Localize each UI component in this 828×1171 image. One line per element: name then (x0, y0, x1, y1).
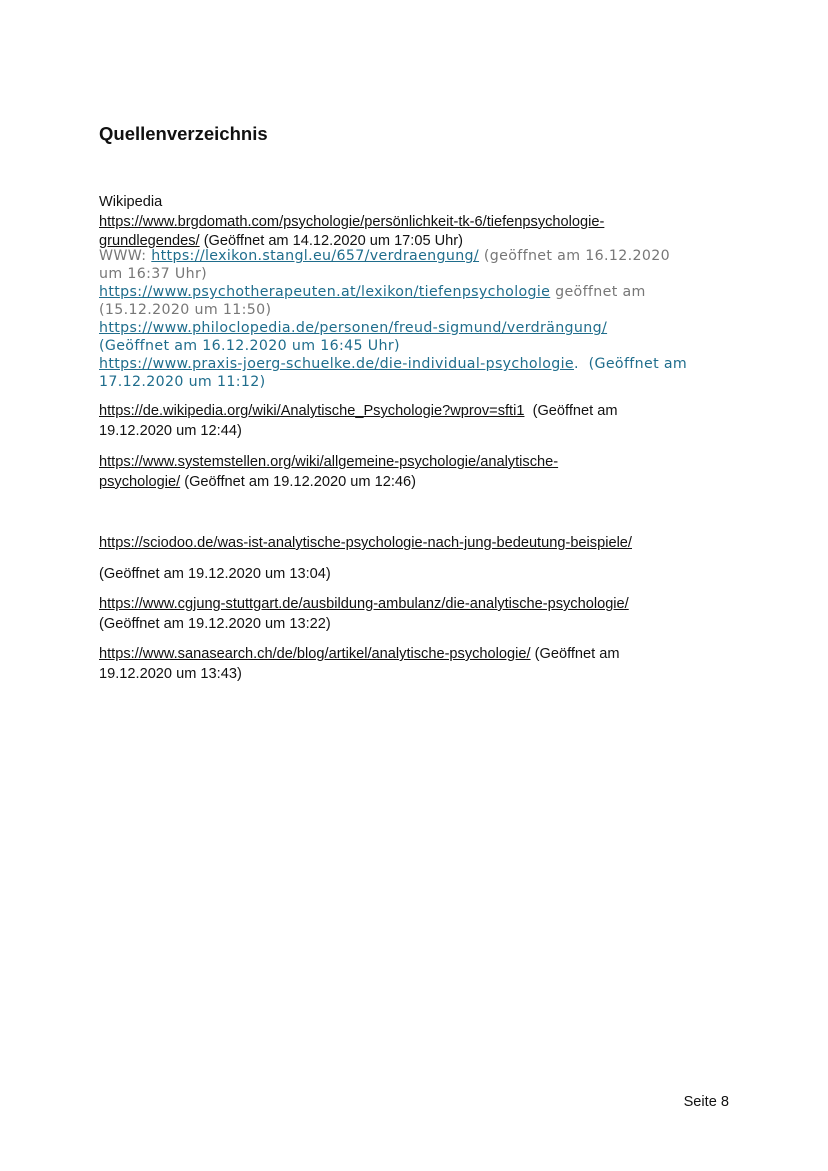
source-link-stangl[interactable]: https://lexikon.stangl.eu/657/verdraengung/ (151, 248, 480, 264)
source-date: (Geöffnet am (532, 403, 618, 419)
source-link-cgjung-stuttgart[interactable]: https://www.cgjung-stuttgart.de/ausbildung-ambulanz/die-analytische-psychologie/ (99, 596, 629, 612)
source-label-wikipedia: Wikipedia (99, 194, 163, 210)
source-date: geöffnet am (555, 284, 646, 300)
source-link-systemstellen[interactable]: https://www.systemstellen.org/wiki/allgemeine-psychologie/analytische- (99, 454, 559, 470)
source-date-cont: (15.12.2020 um 11:50) (99, 302, 272, 318)
source-link-systemstellen-cont[interactable]: psychologie/ (99, 473, 181, 490)
source-link-wikipedia-analytische[interactable]: https://de.wikipedia.org/wiki/Analytische_Psychologie?wprov=sfti1 (99, 403, 525, 419)
source-date: (Geöffnet am 19.12.2020 um 12:46) (184, 473, 416, 490)
source-date: (Geöffnet am (534, 646, 620, 662)
source-prefix: WWW: (99, 248, 152, 264)
source-entry-5 (99, 355, 739, 391)
source-link-praxis-schuelke[interactable]: https://www.praxis-joerg-schuelke.de/die-individual-psychologie (99, 356, 575, 372)
page-number: Seite 8 (683, 1094, 729, 1110)
page-title: Quellenverzeichnis (99, 123, 268, 144)
source-punctuation: . (574, 356, 579, 372)
source-date-cont: 19.12.2020 um 13:43) (99, 665, 242, 682)
source-date: (Geöffnet am 16.12.2020 um 16:45 Uhr) (99, 338, 400, 354)
source-date: (Geöffnet am 19.12.2020 um 13:04) (99, 566, 331, 582)
source-link-brgdomath[interactable]: https://www.brgdomath.com/psychologie/persönlichkeit-tk-6/tiefenpsychologie- (99, 213, 605, 230)
source-entry-3 (99, 283, 739, 319)
source-entry-10 (99, 645, 739, 684)
source-entry-8 (99, 534, 739, 554)
source-date: (geöffnet am 16.12.2020 (483, 248, 670, 264)
source-link-sciodoo[interactable]: https://sciodoo.de/was-ist-analytische-psychologie-nach-jung-bedeutung-beispiele/ (99, 535, 632, 551)
source-link-philoclopedia[interactable]: https://www.philoclopedia.de/personen/freud-sigmund/verdrängung/ (99, 320, 608, 336)
source-date: (Geöffnet am 14.12.2020 um 17:05 Uhr) (203, 233, 464, 249)
source-link-sanasearch[interactable]: https://www.sanasearch.ch/de/blog/artikel/analytische-psychologie/ (99, 646, 531, 662)
source-entry-4 (99, 319, 739, 355)
source-date-cont: um 16:37 Uhr) (99, 266, 208, 282)
source-date: (Geöffnet am 19.12.2020 um 13:22) (99, 615, 331, 632)
source-entry-6 (99, 402, 739, 441)
source-link-psychotherapeuten[interactable]: https://www.psychotherapeuten.at/lexikon/tiefenpsychologie (99, 284, 551, 300)
source-entry-1 (99, 193, 739, 252)
source-date: (Geöffnet am (588, 356, 688, 372)
source-entry-9 (99, 595, 739, 634)
source-date-cont: 19.12.2020 um 12:44) (99, 422, 242, 439)
source-link-brgdomath-cont[interactable]: grundlegendes/ (99, 233, 200, 249)
source-date-cont: 17.12.2020 um 11:12) (99, 374, 266, 390)
source-entry-7 (99, 453, 739, 492)
source-entry-2 (99, 247, 739, 283)
